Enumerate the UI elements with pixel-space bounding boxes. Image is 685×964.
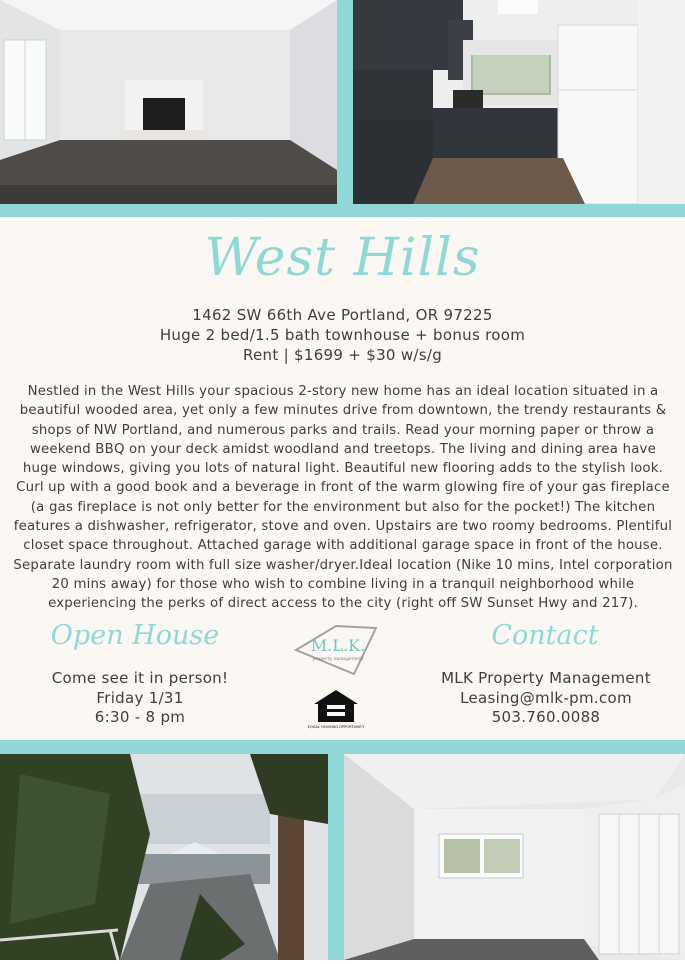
open-house-time: 6:30 - 8 pm: [94, 708, 186, 726]
equal-housing-logo: [307, 688, 365, 734]
open-house-heading: Open House: [50, 620, 220, 651]
kitchen-photo: [353, 0, 685, 204]
contact-details: [418, 669, 674, 728]
open-house-line-1: Come see it in person!: [51, 669, 229, 687]
listing-rent: Rent | $1699 + $30 w/s/g: [242, 346, 443, 364]
view-photo: [0, 754, 328, 960]
mlk-logo-name: M.L.K.: [310, 636, 366, 655]
listing-title: West Hills: [204, 228, 481, 288]
living-room-photo: [0, 0, 337, 204]
accent-band-bottom: [0, 740, 685, 754]
living-room-illustration: [0, 0, 337, 204]
open-house-day: Friday 1/31: [96, 688, 184, 707]
listing-address: 1462 SW 66th Ave Portland, OR 97225: [192, 306, 493, 324]
mlk-logo: [294, 624, 378, 676]
contact-email[interactable]: Leasing@mlk-pm.com: [460, 688, 632, 707]
bedroom-illustration: [344, 754, 685, 960]
equal-housing-icon: [307, 688, 365, 734]
listing-summary: Huge 2 bed/1.5 bath townhouse + bonus room: [159, 326, 526, 344]
listing-description: Nestled in the West Hills your spacious 2-story new home has an ideal location situated in a beautiful wooded area, yet only a few minutes drive from downtown, the trendy restaurants & shops of NW Portland, and numerous parks and trails. Read your morning paper or throw a weekend BBQ on your deck amidst woodland and treetops. The living and dining area have huge windows, giving you lots of natural light. Beautiful new flooring adds to the stylish look. Curl up with a good book and a beverage in front of the warm glowing fire of your gas fireplace (a gas fireplace is not only better for the environment but also for the pocket!) The kitchen features a dishwasher, refrigerator, stove and oven. Upstairs are two roomy bedrooms. Plentiful closet space throughout. Attached garage with additional garage space in front of the house. Separate laundry room with full size washer/dryer.Ideal location (Nike 10 mins, Intel corporation 20 mins away) for those who wish to combine living in a tranquil neighborhood while experiencing the perks of direct access to the city (right off SW Sunset Hwy and 217).: [13, 384, 673, 612]
photo-divider-bottom: [328, 754, 344, 960]
bedroom-photo: [344, 754, 685, 960]
contact-company: MLK Property Management: [441, 669, 651, 687]
kitchen-illustration: [353, 0, 685, 204]
mlk-logo-mark: [294, 624, 378, 676]
view-illustration: [0, 754, 328, 960]
equal-housing-label: EQUAL HOUSING OPPORTUNITY: [307, 725, 365, 729]
contact-phone[interactable]: 503.760.0088: [491, 708, 601, 726]
mlk-logo-tagline: property management: [312, 657, 364, 662]
accent-band-top: [0, 204, 685, 217]
photo-divider-top: [337, 0, 353, 204]
contact-heading: Contact: [491, 620, 599, 651]
open-house-details: [20, 669, 260, 728]
